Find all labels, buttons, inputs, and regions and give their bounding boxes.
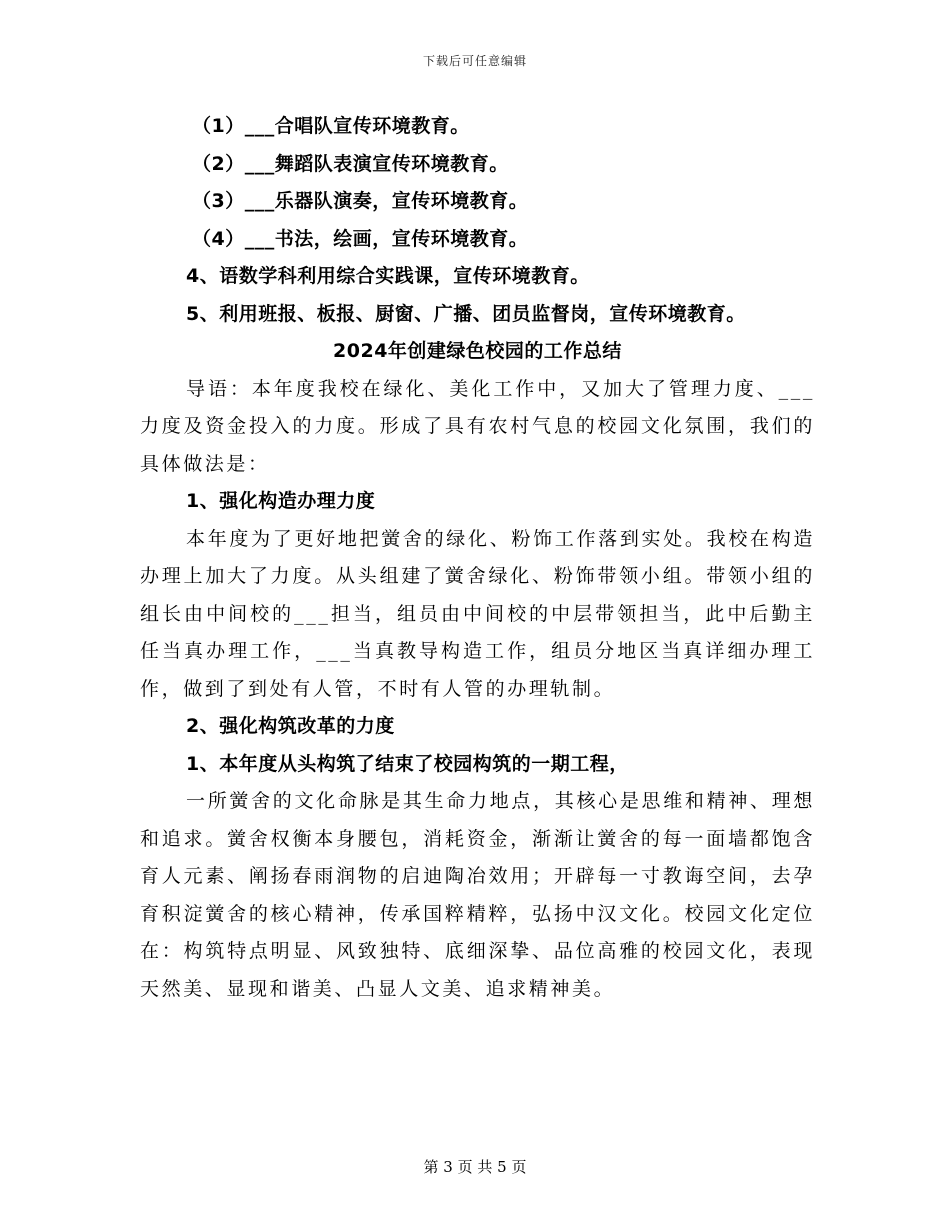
list-item: （3）___乐器队演奏，宣传环境教育。 [192, 190, 529, 212]
list-item: （2）___舞蹈队表演宣传环境教育。 [192, 152, 509, 175]
document-body [140, 108, 815, 1008]
heading-structure: 1、强化构造办理力度 [186, 490, 376, 512]
body-paragraph-2: 一所黉舍的文化命脉是其生命力地点，其核心是思维和精神、理想和追求。黉舍权衡本身腰包，消耗资金，渐渐让黉舍的每一面墙都饱含育人元素、阐扬春雨润物的启迪陶冶效用；开辟每一寸教诲空间，去孕育积淀黉舍的核心精神，传承国粹精粹，弘扬中汉文化。校园文化定位在：构筑特点明显、风致独特、底细深挚、品位高雅的校园文化，表现天然美、显现和谐美、凸显人文美、追求精神美。 [140, 790, 815, 1000]
section-title: 2024年创建绿色校园的工作总结 [333, 340, 622, 362]
page-number: 第 3 页 共 5 页 [423, 1158, 527, 1176]
list-item: 5、利用班报、板报、厨窗、广播、团员监督岗，宣传环境教育。 [186, 302, 746, 325]
intro-paragraph: 导语：本年度我校在绿化、美化工作中，又加大了管理力度、___力度及资金投入的力度。形成了具有农村气息的校园文化氛围，我们的具体做法是： [140, 377, 815, 475]
list-item: （1）___合唱队宣传环境教育。 [192, 115, 470, 137]
header-note: 下载后可任意编辑 [422, 54, 527, 68]
body-paragraph-1: 本年度为了更好地把黉舍的绿化、粉饰工作落到实处。我校在构造办理上加大了力度。从头组建了黉舍绿化、粉饰带领小组。带领小组的组长由中间校的___担当，组员由中间校的中层带领担当，此中后勤主任当真办理工作，___当真教导构造工作，组员分地区当真详细办理工作，做到了到处有人管，不时有人管的办理轨制。 [140, 527, 815, 700]
list-item: （4）___书法，绘画，宣传环境教育。 [192, 227, 529, 250]
heading-construction: 2、强化构筑改革的力度 [186, 715, 395, 737]
heading-construction-sub: 1、本年度从头构筑了结束了校园构筑的一期工程， [186, 752, 629, 775]
list-item: 4、语数学科利用综合实践课，宣传环境教育。 [186, 265, 590, 287]
